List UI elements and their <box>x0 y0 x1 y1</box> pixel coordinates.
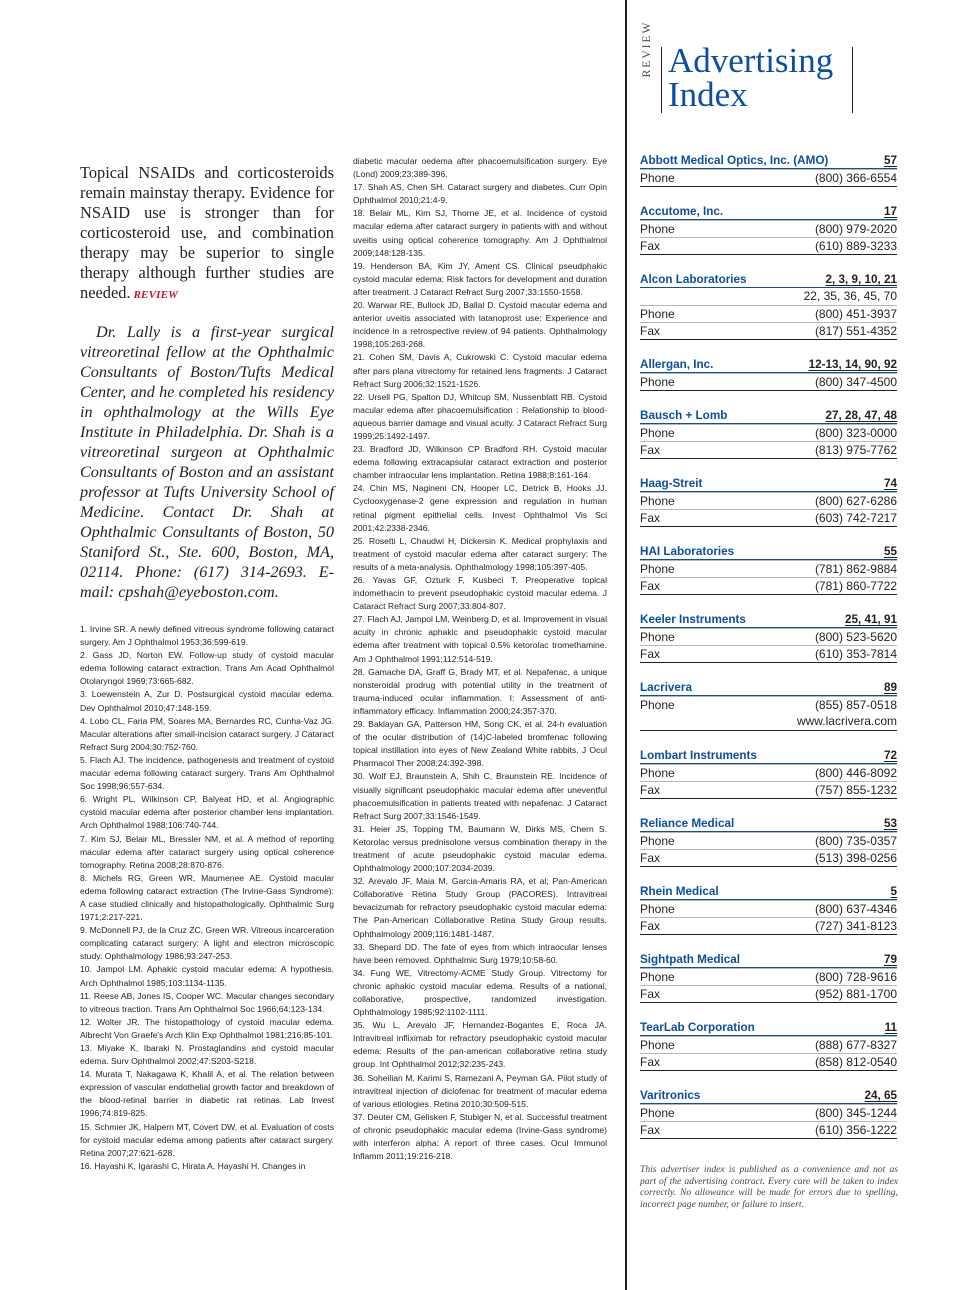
author-bio: Dr. Lally is a first-year surgical vitreoretinal fellow at the Ophthalmic Consultants of Boston/Tufts Medical Center, and he completed his residency in ophthalmology at the Wills Eye Institute in Philadelphia. Dr. Shah is a vitreoretinal surgeon at Ophthalmic Consultants of Boston and an assistant professor at Tufts University School of Medicine. Contact Dr. Shah at Ophthalmic Consultants of Boston, 50 Staniford St., Ste. 600, Boston, MA, 02114. Phone: (617) 314-2693. E-mail: cpshah@eyeboston.com. <box>80 323 334 601</box>
contact-label: Phone <box>640 902 675 916</box>
reference-item: 7. Kim SJ, Belair ML, Bressler NM, et al. A method of reporting macular edema after cataract surgery using optical coherence tomography. Retina 2008;28:870-876. <box>80 833 334 870</box>
advertiser-page-numbers: 24, 65 <box>864 1089 897 1102</box>
reference-item: 33. Shepard DD. The fate of eyes from which intraocular lenses have been removed. Ophthalmic Surg 1979;10:58-60. <box>353 941 607 965</box>
contact-number: (800) 735-0357 <box>814 834 897 848</box>
reference-item: 17. Shah AS, Chen SH. Cataract surgery and diabetes. Curr Opin Ophthalmol 2010;21:4-9. <box>353 182 607 206</box>
contact-number: (800) 979-2020 <box>814 222 897 236</box>
reference-item: 4. Lobo CL, Faria PM, Soares MA, Bernardes RC, Cunha-Vaz JG. Macular alterations after small-incision cataract surgery. J Cataract Refract Surg 2004;30:752-760. <box>80 715 334 752</box>
reference-item: 22. Ursell PG, Spalton DJ, Whitcup SM, Nussenblatt RB. Cystoid macular edema after phacoemulsification : Relationship to blood-aqueous barrier damage and visual acuity. J Cataract Refract Surg 1999;25:1492-1497. <box>353 391 607 441</box>
contact-label: Fax <box>640 443 661 457</box>
advertiser-contact-row <box>640 441 897 458</box>
contact-number: (781) 860-7722 <box>814 579 897 593</box>
advertiser-contact-row <box>640 645 897 662</box>
contact-label: Fax <box>640 239 661 253</box>
advertiser-header <box>640 272 897 288</box>
advertiser-entry <box>640 476 897 527</box>
reference-item: 12. Wolter JR. The histopathology of cystoid macular edema. Albrecht Von Graefe's Arch Klin Exp Ophthalmol 1981;216:85-101. <box>80 1016 334 1040</box>
advertiser-page-numbers: 5 <box>890 885 897 898</box>
advertiser-header <box>640 544 897 560</box>
advertiser-header <box>640 204 897 220</box>
advertiser-entry <box>640 884 897 935</box>
advertiser-entry <box>640 357 897 391</box>
reference-item: 11. Reese AB, Jones IS, Cooper WC. Macular changes secondary to vitreous traction. Trans Am Ophthalmol Soc 1966;64:123-134. <box>80 990 334 1014</box>
reference-item: 10. Jampol LM. Aphakic cystoid macular edema: A hypothesis. Arch Ophthalmol 1985;103:1134-1135. <box>80 964 334 988</box>
advertiser-name-link[interactable]: Lombart Instruments <box>640 749 757 762</box>
advertiser-contact-row <box>640 373 897 390</box>
reference-item: 34. Fung WE, Vitrectomy-ACME Study Group. Vitrectomy for chronic aphakic cystoid macular edema. Results of a national, collaborative, prospective, randomized investigation. Ophthalmology 1985;92:1102-1111. <box>353 967 607 1018</box>
contact-label: Phone <box>640 562 675 576</box>
advertiser-contact-row <box>640 764 897 781</box>
reference-item: 26. Yavas GF, Ozturk F, Kusbeci T. Preoperative topical indomethacin to prevent pseudophakic cystoid macular edema. J Cataract Refract Surg 2007;33:804-807. <box>353 575 607 612</box>
reference-item: 28. Gamache DA, Graff G, Brady MT, et al. Nepafenac, a unique nonsteroidal prodrug with potential utility in the treatment of trauma-induced ocular inflammation. I: Assessment of anti-inflammatory efficacy. Inflammation 2000;24:357-370. <box>353 666 607 716</box>
advertiser-name-link[interactable]: Reliance Medical <box>640 817 735 830</box>
advertiser-entry <box>640 153 897 187</box>
contact-label: Phone <box>640 698 675 712</box>
contact-label: Phone <box>640 766 675 780</box>
references-middle-column <box>353 155 607 1163</box>
advertiser-name-link[interactable]: Allergan, Inc. <box>640 358 714 371</box>
advertiser-header <box>640 408 897 424</box>
contact-number: (800) 446-8092 <box>814 766 897 780</box>
advertiser-name-link[interactable]: Bausch + Lomb <box>640 409 728 422</box>
advertiser-header <box>640 612 897 628</box>
review-vertical-tag: REVIEW <box>641 20 653 78</box>
advertiser-contact-row <box>640 509 897 526</box>
reference-item: 21. Cohen SM, Davis A, Cukrowski C. Cystoid macular edema after pars plana vitrectomy for retained lens fragments. J Cataract Refract Surg 2006;32:1521-1526. <box>353 352 607 389</box>
contact-number: (800) 451-3937 <box>814 307 897 321</box>
contact-label: Fax <box>640 987 661 1001</box>
reference-item: 20. Warwar RE, Bullock JD, Ballal D. Cystoid macular edema and anterior uveitis associated with latanoprost use: Experience and incidence in a retrospective review of 94 patients. Ophthalmology 1998;105:263-268. <box>353 300 607 350</box>
contact-number: (800) 347-4500 <box>814 375 897 389</box>
advertiser-header <box>640 476 897 492</box>
advertiser-header <box>640 1088 897 1104</box>
contact-number: (888) 677-8327 <box>814 1038 897 1052</box>
contact-number: (513) 398-0256 <box>814 851 897 865</box>
advertiser-contact-row <box>640 237 897 254</box>
reference-item: 27. Flach AJ, Jampol LM, Weinberg D, et al. Improvement in visual acuity in chronic aphakic and pseudophakic cystoid macular edema after treatment with topical 0.5% ketorolac tromethamine. Am J Ophthalmol 1991;112:514-519. <box>353 614 607 664</box>
contact-label: Phone <box>640 222 675 236</box>
contact-label: Fax <box>640 919 661 933</box>
advertiser-entry <box>640 748 897 799</box>
advertiser-contact-row <box>640 560 897 577</box>
contact-number: (610) 356-1222 <box>814 1123 897 1137</box>
advertiser-contact-row <box>640 849 897 866</box>
title-rule-right <box>852 47 853 113</box>
advertiser-entry <box>640 408 897 459</box>
advertiser-entry <box>640 680 897 731</box>
advertiser-name-link[interactable]: Rhein Medical <box>640 885 719 898</box>
advertiser-page-numbers: 25, 41, 91 <box>845 613 897 626</box>
contact-label: Fax <box>640 1055 661 1069</box>
reference-item: 29. Baklayan GA, Patterson HM, Song CK, et al. 24-h evaluation of the ocular distribution of (14)C-labeled bromfenac following topical instillation into eyes of New Zealand White rabbits. J Ocul Pharmacol Ther 2008;24:392-398. <box>353 719 607 769</box>
advertiser-header <box>640 884 897 900</box>
advertiser-page-numbers: 89 <box>883 681 897 694</box>
advertiser-name-link[interactable]: Varitronics <box>640 1089 701 1102</box>
reference-item: 31. Heier JS, Topping TM, Baumann W, Dirks MS, Chern S. Ketorolac versus prednisolone versus combination therapy in the treatment of acute pseudophakic cystoid macular edema. Ophthalmology 2000;107:2034-2039. <box>353 823 607 874</box>
advertiser-page-numbers: 11 <box>884 1021 897 1034</box>
reference-item: 8. Michels RG, Green WR, Maumenee AE. Cystoid macular edema following cataract extraction (The Irvine-Gass Syndrome): A case studied clinically and histopathologically. Ophthalmic Surg 1971;2:217-221. <box>80 872 334 923</box>
advertiser-contact-row <box>640 696 897 713</box>
advertiser-header <box>640 153 897 169</box>
reference-item: 13. Miyake K, Ibaraki N. Prostaglandins and cystoid macular edema. Surv Ophthalmol 2002;47:S203-S218. <box>80 1043 334 1067</box>
advertiser-contact-row <box>640 169 897 186</box>
reference-item: 18. Belair ML, Kim SJ, Thorne JE, et al. Incidence of cystoid macular edema after cataract surgery in patients with and without uveitis using optical coherence tomography. Am J Ophthalmol 2009;148:128-135. <box>353 208 607 258</box>
advertiser-contact-row <box>640 968 897 985</box>
advertiser-name-link[interactable]: Alcon Laboratories <box>640 273 747 286</box>
contact-label: Phone <box>640 1106 675 1120</box>
reference-item: 19. Henderson BA, Kim JY, Ament CS. Clinical pseudphakic cystoid macular edema: Risk factors for development and duration after treatment. J Cataract Refract Surg 2007;33:1550-1558. <box>353 260 607 297</box>
contact-label: Fax <box>640 324 661 338</box>
reference-item: 35. Wu L, Arevalo JF, Hernandez-Bogantes E, Roca JA. Intravitreal infliximab for refractory pseudophakic cystoid macular edema: Results of the pan-american collaborative retina study group. Int Ophthalmol 2012;32:235-243. <box>353 1020 607 1070</box>
advertiser-contact-row <box>640 1104 897 1121</box>
reference-item: 23. Bradford JD, Wilkinson CP Bradford RH. Cystoid macular edema following extracapsular cataract extraction and posterior chamber intraocular lens implantation. Retina 1988;8:161-164. <box>353 444 607 481</box>
contact-number: (727) 341-8123 <box>814 919 897 933</box>
advertiser-name-link[interactable]: Sightpath Medical <box>640 953 741 966</box>
contact-label: Fax <box>640 579 661 593</box>
advertiser-contact-row <box>640 322 897 339</box>
contact-number: (610) 889-3233 <box>814 239 897 253</box>
reference-item: diabetic macular oedema after phacoemulsification surgery. Eye (Lond) 2009;23:389-396. <box>353 156 607 180</box>
advertiser-entry <box>640 1088 897 1139</box>
contact-label: Phone <box>640 426 675 440</box>
advertiser-contact-row <box>640 305 897 322</box>
contact-number: (610) 353-7814 <box>814 647 897 661</box>
contact-label: Phone <box>640 307 675 321</box>
advertiser-page-numbers: 2, 3, 9, 10, 21 <box>825 273 897 286</box>
advertiser-contact-row <box>640 628 897 645</box>
references-left-column <box>80 623 334 1173</box>
contact-number: (781) 862-9884 <box>814 562 897 576</box>
advertiser-entry <box>640 204 897 255</box>
reference-item: 1. Irvine SR. A newly defined vitreous syndrome following cataract surgery. Am J Ophthalmol 1953;36:599-619. <box>80 624 334 648</box>
advertiser-entry <box>640 612 897 663</box>
review-end-mark: REVIEW <box>133 289 179 301</box>
contact-number: (800) 323-0000 <box>814 426 897 440</box>
advertiser-page-numbers: 57 <box>883 154 897 167</box>
advertiser-page-numbers: 55 <box>883 545 897 558</box>
reference-item: 9. McDonnell PJ, de la Cruz ZC, Green WR. Vitreous incarceration complicating cataract surgery: A light and electron microscopic study. Ophthalmology 1986;93:247-253. <box>80 925 334 962</box>
contact-number: (817) 551-4352 <box>814 324 897 338</box>
contact-number: (800) 366-6554 <box>814 171 897 185</box>
reference-item: 5. Flach AJ. The incidence, pathogenesis and treatment of cystoid macular edema following cataract surgery. Trans Am Ophthalmol Soc 1998;96:557-634. <box>80 754 334 792</box>
advertiser-contact-row <box>640 900 897 917</box>
reference-item: 14. Murata T, Nakagawa K, Khalil A, et al. The relation between expression of vascular endothelial growth factor and breakdown of the blood-retinal barrier in diabetic rat retinas. Lab Invest 1996;74:819-825. <box>80 1069 334 1119</box>
contact-label: Phone <box>640 970 675 984</box>
advertiser-list <box>640 153 897 1139</box>
reference-item: 37. Deuter CM, Gelisken F, Stubiger N, et al. Successful treatment of chronic pseudophakic macular edema (Irvine-Gass syndrome) with interferon alpha: A report of three cases. Ocul Immunol Inflamm 2011;19:216-218. <box>353 1111 607 1162</box>
advertiser-name-link[interactable]: Abbott Medical Optics, Inc. (AMO) <box>640 154 829 167</box>
title-line-1: Advertising <box>668 41 834 80</box>
advertiser-page-numbers: 53 <box>883 817 897 830</box>
advertiser-contact-row <box>640 424 897 441</box>
contact-label: Phone <box>640 375 675 389</box>
advertiser-header <box>640 1020 897 1036</box>
advertiser-contact-row <box>640 492 897 509</box>
advertiser-name-link[interactable]: Keeler Instruments <box>640 613 746 626</box>
advertiser-header <box>640 748 897 764</box>
advertiser-contact-row <box>640 1053 897 1070</box>
contact-label: Fax <box>640 647 661 661</box>
advertiser-entry <box>640 1020 897 1071</box>
reference-item: 3. Loewenstein A, Zur D. Postsurgical cystoid macular edema. Dev Ophthalmol 2010;47:148-159. <box>80 689 334 713</box>
contact-label: Phone <box>640 630 675 644</box>
reference-item: 30. Wolf EJ, Braunstein A, Shih C, Braunstein RE. Incidence of visually significant pseudophakic macular edema after uneventful phacoemulsification in patients treated with nepafenac. J Cataract Refract Surg 2007;33:1546-1549. <box>353 771 607 821</box>
advertiser-name-link[interactable]: Haag-Streit <box>640 477 703 490</box>
website-link[interactable]: www.lacrivera.com <box>796 714 897 728</box>
reference-item: 6. Wright PL, Wilkinson CP, Balyeat HD, et al. Angiographic cystoid macular edema after posterior chamber lens implantation. Arch Ophthalmol 1988;106:740-744. <box>80 794 334 831</box>
advertiser-contact-row <box>640 577 897 594</box>
contact-label: Fax <box>640 851 661 865</box>
contact-label: Fax <box>640 1123 661 1137</box>
advertiser-contact-row <box>640 220 897 237</box>
advertiser-page-numbers: 27, 28, 47, 48 <box>825 409 897 422</box>
contact-number: (603) 742-7217 <box>814 511 897 525</box>
advertiser-contact-row <box>640 985 897 1002</box>
contact-number: (813) 975-7762 <box>814 443 897 457</box>
advertiser-contact-row <box>640 832 897 849</box>
reference-item: 24. Chin MS, Nagineni CN, Hooper LC, Detrick B, Hooks JJ. Cyclooxygenase-2 gene expression and regulation in human retinal pigment epithelial cells. Invest Ophthalmol Vis Sci 2001;42:2338-2346. <box>353 483 607 533</box>
advertiser-name-link[interactable]: TearLab Corporation <box>640 1021 755 1034</box>
contact-number: (757) 855-1232 <box>814 783 897 797</box>
advertiser-contact-row <box>640 1121 897 1138</box>
reference-item: 16. Hayashi K, Igarashi C, Hirata A, Hayashi H. Changes in <box>80 1160 306 1171</box>
advertiser-page-numbers: 79 <box>883 953 897 966</box>
advertiser-name-link[interactable]: Accutome, Inc. <box>640 205 724 218</box>
reference-item: 2. Gass JD, Norton EW. Follow-up study of cystoid macular edema following cataract extraction. Trans Am Acad Ophthalmol Otolaryngol 1969;73:665-682. <box>80 650 334 687</box>
contact-number: (952) 881-1700 <box>814 987 897 1001</box>
contact-label: Phone <box>640 494 675 508</box>
advertiser-entry <box>640 544 897 595</box>
page-numbers-cont-text: 22, 35, 36, 45, 70 <box>803 289 897 303</box>
contact-label: Phone <box>640 171 675 185</box>
reference-item: 36. Soheilian M, Karimi S, Ramezani A, Peyman GA. Pilot study of intravitreal injection of diclofenac for treatment of macular edema of various etiologies. Retina 2010;30:509-515. <box>353 1072 607 1109</box>
contact-number: (800) 345-1244 <box>814 1106 897 1120</box>
advertiser-header <box>640 952 897 968</box>
contact-number: (800) 627-6286 <box>814 494 897 508</box>
advertiser-name-link[interactable]: HAI Laboratories <box>640 545 735 558</box>
advertiser-page-numbers: 12-13, 14, 90, 92 <box>808 358 897 371</box>
advertiser-header <box>640 680 897 696</box>
advertiser-page-numbers: 72 <box>883 749 897 762</box>
conclusion-text: Topical NSAIDs and corticosteroids remain mainstay therapy. Evidence for NSAID use is stronger than for corticosteroid use, and combination therapy may be superior to single therapy although further studies are needed. <box>80 163 334 302</box>
advertiser-entry <box>640 952 897 1003</box>
advertiser-contact-row <box>640 781 897 798</box>
reference-item: 25. Rosetti L, Chaudwi H, Dickersin K. Medical prophylaxis and treatment of cystoid macular edema after cataract surgery: The results of a meta-analysis. Ophthalmology 1998;105:397-405. <box>353 535 607 572</box>
index-disclaimer: This advertiser index is published as a convenience and not as part of the advertising contract. Every care will be taken to index correctly. No allowance will be made for errors due to spelling, incorrect page number, or failure to insert. <box>640 1164 898 1210</box>
advertiser-page-numbers-continued <box>640 288 897 305</box>
advertiser-contact-row <box>640 1036 897 1053</box>
title-line-2: Index <box>668 75 748 114</box>
advertiser-page-numbers: 74 <box>883 477 897 490</box>
advertiser-header <box>640 357 897 373</box>
reference-item: 15. Schmier JK, Halpern MT, Covert DW, et al. Evaluation of costs for cystoid macular edema among patients after cataract surgery. Retina 2007;27:621-628. <box>80 1121 334 1158</box>
contact-number: (800) 637-4346 <box>814 902 897 916</box>
advertiser-contact-row <box>640 917 897 934</box>
advertiser-name-link[interactable]: Lacrivera <box>640 681 692 694</box>
advertiser-entry <box>640 272 897 340</box>
advertising-index-title <box>668 41 850 114</box>
contact-label: Phone <box>640 1038 675 1052</box>
contact-number: (800) 523-5620 <box>814 630 897 644</box>
title-rule-left <box>661 47 662 113</box>
reference-item: 32. Arevalo JF, Maia M, Garcia-Amaris RA, et al; Pan-American Collaborative Retina Study Group (PACORES). Intravitreal bevacizumab for refractory pseudophakic cystoid macular edema: The Pan-American Collaborative Retina Study Group results. Ophthalmology 2009;116:1481-1487. <box>353 876 607 939</box>
advertiser-page-numbers: 17 <box>883 205 897 218</box>
advertiser-website-row <box>640 713 897 730</box>
contact-number: (858) 812-0540 <box>814 1055 897 1069</box>
contact-number: (800) 728-9616 <box>814 970 897 984</box>
advertiser-header <box>640 816 897 832</box>
contact-label: Fax <box>640 783 661 797</box>
article-conclusion <box>80 163 334 305</box>
advertiser-entry <box>640 816 897 867</box>
contact-label: Phone <box>640 834 675 848</box>
column-divider <box>625 0 627 1290</box>
contact-label: Fax <box>640 511 661 525</box>
contact-number: (855) 857-0518 <box>814 698 897 712</box>
